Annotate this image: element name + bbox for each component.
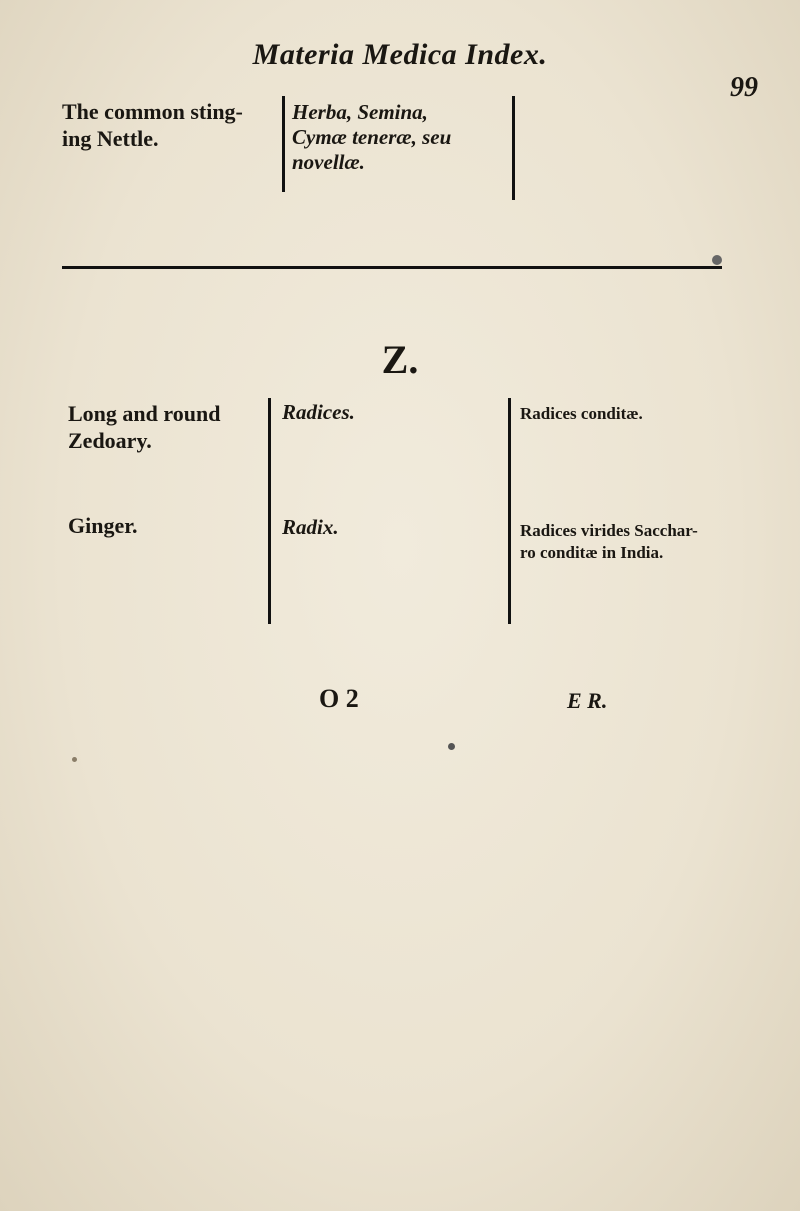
top-latin-line-3: novellæ. xyxy=(292,150,365,174)
body-divider-right xyxy=(508,398,511,624)
ink-spot xyxy=(712,255,722,265)
horizontal-rule xyxy=(62,266,722,269)
row-1-english-line-1: Long and round xyxy=(68,401,221,426)
top-english-line-2: ing Nettle. xyxy=(62,126,159,151)
row-2-preparation xyxy=(520,520,760,564)
body-divider-left xyxy=(268,398,271,624)
top-english-cell xyxy=(62,98,277,152)
row-2-english-line-1: Ginger. xyxy=(68,513,138,538)
signature-mark: O 2 xyxy=(319,684,359,713)
row-1-english xyxy=(68,400,263,454)
top-latin-line-2: Cymæ teneræ, seu xyxy=(292,125,452,149)
running-title: Materia Medica Index. xyxy=(252,38,548,71)
top-divider-right xyxy=(512,96,515,200)
row-1-english-line-2: Zedoary. xyxy=(68,428,152,453)
top-latin-line-1: Herba, Semina, xyxy=(292,100,428,124)
top-latin-cell xyxy=(292,100,507,175)
section-letter: Z. xyxy=(381,337,419,382)
top-english-line-1: The common sting- xyxy=(62,99,243,124)
row-1-preparation: Radices conditæ. xyxy=(520,404,643,423)
page-number: 99 xyxy=(730,72,758,103)
ink-spot-2 xyxy=(448,743,455,750)
row-2-preparation-line-1: Radices virides Sacchar- xyxy=(520,521,698,540)
row-2-latin-part: Radix. xyxy=(282,515,339,539)
top-divider-left xyxy=(282,96,285,192)
catchword: E R. xyxy=(567,688,608,713)
ink-spot-3 xyxy=(72,757,77,762)
row-1-latin-part: Radices. xyxy=(282,400,355,424)
row-2-preparation-line-2: ro conditæ in India. xyxy=(520,543,664,562)
row-2-english xyxy=(68,512,263,539)
